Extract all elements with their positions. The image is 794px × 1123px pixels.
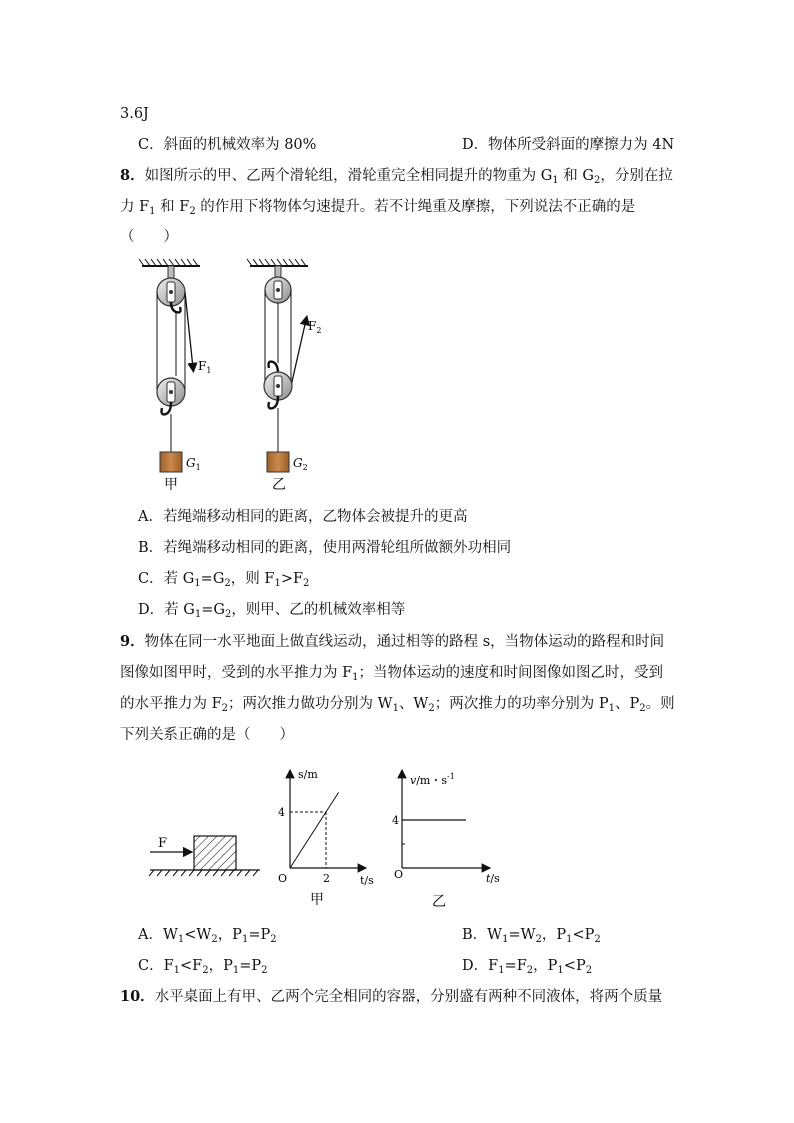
q9-stem-text: 图像如图甲时，受到的水平推力为 F	[120, 665, 353, 681]
graph-jia-origin: O	[278, 872, 288, 885]
option-text: =W	[508, 927, 536, 943]
option-text: ，则甲、乙的机械效率相等	[231, 602, 406, 618]
caption-yi: 乙	[272, 477, 286, 493]
q8-stem-line-2	[120, 197, 635, 217]
option-text: ，P	[217, 927, 242, 943]
q8-stem-text: 力 F	[120, 199, 150, 215]
subscript: 1	[194, 578, 201, 589]
q7-option-c: C．斜面的机械效率为 80%	[138, 137, 317, 153]
weight-block-g2	[267, 452, 289, 472]
q8-stem-text: 和 F	[155, 199, 190, 215]
q8-option-d	[138, 600, 405, 620]
graph-jia-ylabel: s/m	[298, 768, 318, 781]
q8-answer-bracket: （ ）	[120, 229, 178, 245]
q8-stem-line-1	[120, 166, 673, 186]
graph-yi-ylabel: v/m・$s^{-1}$	[410, 772, 455, 787]
subscript: 1	[274, 578, 281, 589]
label-f2: $F_2$	[308, 319, 322, 335]
graph-yi-xlabel: t/s	[486, 872, 500, 885]
force-arrow-f1	[185, 292, 193, 368]
q7-fragment: 3.6J	[120, 106, 149, 122]
subscript: 1	[173, 965, 181, 976]
force-arrow-f2	[291, 320, 306, 386]
option-text: ，P	[533, 958, 558, 974]
hatched-block	[194, 836, 236, 870]
q9-option-c	[138, 956, 268, 976]
subscript: 2	[526, 965, 534, 976]
graph-jia-s-t	[278, 768, 374, 908]
option-text: ，P	[541, 927, 567, 943]
subscript: 2	[593, 175, 601, 186]
subscript: 2	[211, 934, 218, 945]
q8-number: 8．	[120, 167, 145, 184]
subscript: 2	[639, 703, 646, 714]
option-text: =G	[201, 602, 225, 618]
subscript: 2	[224, 609, 232, 620]
subscript: 1	[608, 703, 615, 714]
subscript: 1	[502, 934, 509, 945]
ceiling-jia	[139, 259, 200, 266]
q10-stem-text: 水平桌面上有甲、乙两个完全相同的容器，分别盛有两种不同液体，将两个质量	[154, 989, 663, 1005]
q9-stem-text: ；两次推力做功分别为 W	[228, 696, 393, 712]
option-text: C．F	[138, 958, 174, 974]
label-f1: $F_1$	[198, 359, 212, 375]
graph-jia-x-tick: 2	[323, 872, 330, 885]
option-text: ，P	[208, 958, 233, 974]
q9-stem-text: 物体在同一水平地面上做直线运动，通过相等的路程 s，当物体运动的路程和时间	[144, 634, 665, 650]
q8-stem-text: 和 G	[558, 168, 594, 184]
pulley-figure	[130, 258, 330, 494]
subscript: 1	[392, 703, 399, 714]
label-g1: $G_1$	[186, 456, 201, 472]
option-text: =G	[200, 571, 225, 587]
subscript: 2	[261, 965, 268, 976]
option-text: D．F	[462, 958, 499, 974]
pulley-system-jia	[139, 259, 211, 493]
option-text: =F	[504, 958, 527, 974]
weight-block-g1	[160, 452, 182, 472]
option-text: >F	[280, 571, 304, 587]
q9-stem-text: 的水平推力为 F	[120, 696, 222, 712]
subscript: 2	[221, 703, 229, 714]
q8-option-b: B．若绳端移动相同的距离，使用两滑轮组所做额外功相同	[138, 540, 512, 556]
option-text: <W	[184, 927, 212, 943]
block-on-ground	[149, 836, 260, 876]
q9-stem-text: ；两次推力的功率分别为 P	[434, 696, 609, 712]
q9-stem-line-1	[120, 632, 664, 652]
graph-jia-caption: 甲	[310, 892, 324, 908]
subscript: 1	[241, 934, 249, 945]
subscript: 1	[566, 934, 573, 945]
q8-option-a: A．若绳端移动相同的距离，乙物体会被提升的更高	[138, 509, 468, 525]
label-g2: $G_2$	[293, 456, 308, 472]
option-text: <P	[572, 927, 595, 943]
option-text: C．若 G	[138, 571, 195, 587]
option-text: D．若 G	[138, 602, 195, 618]
option-text: <P	[563, 958, 586, 974]
subscript: 2	[428, 703, 435, 714]
subscript: 1	[498, 965, 505, 976]
subscript: 2	[224, 578, 231, 589]
q9-option-a	[138, 925, 277, 945]
subscript: 2	[189, 206, 196, 217]
subscript: 1	[352, 672, 359, 683]
q10-stem-line-1	[120, 987, 662, 1007]
graph-jia-xlabel: t/s	[360, 874, 374, 887]
subscript: 1	[177, 934, 185, 945]
force-label-f: F	[158, 836, 168, 851]
subscript: 2	[270, 934, 277, 945]
graph-yi-origin: O	[394, 868, 404, 881]
q10-number: 10．	[120, 988, 155, 1005]
q8-stem-text: 的作用下将物体匀速提升。若不计绳重及摩擦，下列说法不正确的是	[195, 199, 636, 215]
graph-jia-y-tick: 4	[278, 806, 285, 819]
subscript: 2	[585, 965, 593, 976]
pulley-system-yi	[247, 259, 321, 493]
subscript: 1	[557, 965, 564, 976]
subscript: 2	[594, 934, 601, 945]
q9-stem-line-2	[120, 663, 663, 683]
subscript: 1	[552, 175, 559, 186]
option-text: ，则 F	[230, 571, 275, 587]
q9-number: 9．	[120, 633, 145, 650]
motion-figure	[140, 760, 510, 920]
q8-stem-text: ，分别在拉	[600, 168, 673, 184]
subscript: 1	[149, 206, 156, 217]
option-text: B．W	[462, 927, 503, 943]
q9-stem-text: ；当物体运动的速度和时间图像如图乙时，受到	[358, 665, 664, 681]
q9-stem-text: 、W	[398, 696, 429, 712]
q9-option-d	[462, 956, 592, 976]
q8-option-c	[138, 569, 309, 589]
caption-jia: 甲	[164, 477, 178, 493]
q9-stem-line-3	[120, 694, 675, 714]
q9-stem-text: 。则	[645, 696, 675, 712]
q7-option-d: D．物体所受斜面的摩擦力为 4N	[462, 137, 675, 153]
q9-stem-text: 、P	[614, 696, 640, 712]
subscript: 2	[202, 965, 209, 976]
subscript: 2	[303, 578, 310, 589]
option-text: A．W	[138, 927, 178, 943]
subscript: 2	[535, 934, 542, 945]
subscript: 1	[232, 965, 240, 976]
ceiling-yi	[247, 259, 308, 266]
option-text: =P	[248, 927, 271, 943]
subscript: 1	[194, 609, 202, 620]
graph-yi-y-tick: 4	[392, 814, 399, 827]
option-text: <F	[180, 958, 203, 974]
graph-yi-caption: 乙	[432, 894, 446, 910]
q9-stem-line-4: 下列关系正确的是（ ）	[120, 727, 294, 743]
option-text: =P	[239, 958, 262, 974]
graph-yi-v-t	[392, 770, 500, 910]
q8-stem-text: 如图所示的甲、乙两个滑轮组，滑轮重完全相同提升的物重为 G	[144, 168, 553, 184]
q9-option-b	[462, 925, 601, 945]
graph-jia-data-line	[290, 792, 339, 868]
